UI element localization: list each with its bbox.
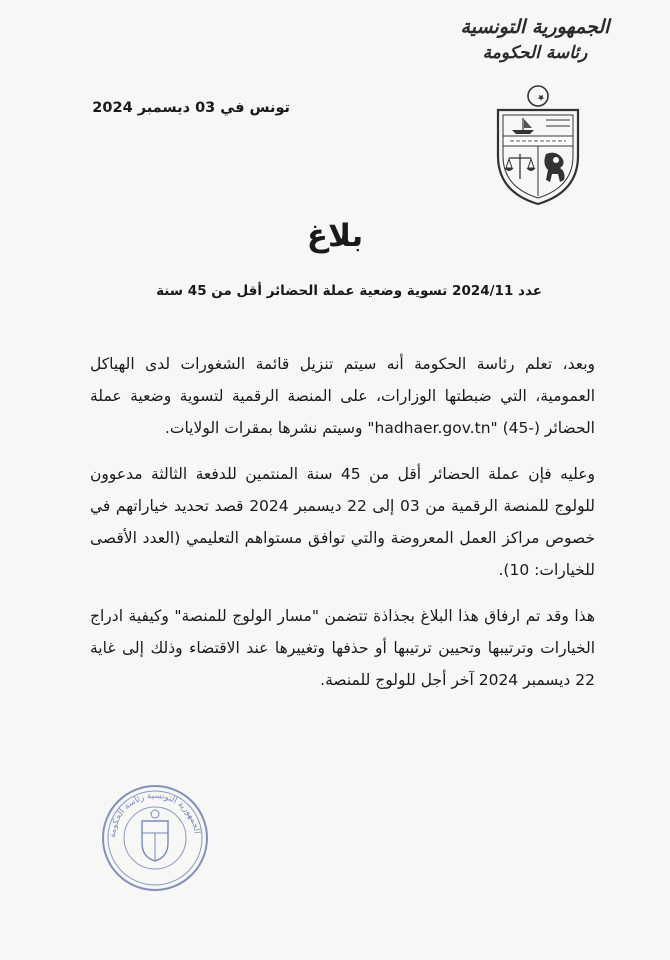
paragraph-2: وعليه فإن عملة الحضائر أقل من 45 سنة المنتمين للدفعة الثالثة مدعوون للولوج للمنصة الرقمية من 03 إلى 22 ديسمبر 2024 قصد تحديد خياراتهم في خصوص مراكز العمل المعروضة والتي توافق مستواهم التعليمي (العدد الأقصى للخيارات: 10). <box>90 465 596 579</box>
paragraph-1 <box>90 348 595 444</box>
date-line: تونس في 03 ديسمبر 2024 <box>92 100 290 116</box>
paragraph-3: هذا وقد تم ارفاق هذا البلاغ بجذاذة تتضمن "مسار الولوج للمنصة" وكيفية ادراج الخيارات وترتيبها وتحيين ترتيبها أو حذفها وتغييرها عند الاقتضاء وذلك إلى غاية 22 ديسمبر 2024 آخر أجل للولوج للمنصة. <box>90 607 595 689</box>
official-stamp-icon <box>100 783 210 893</box>
country-name: الجمهورية التونسية <box>460 16 610 38</box>
stamp-text: الجمهورية التونسية رئاسة الحكومة <box>107 790 202 839</box>
platform-url: hadhaer.gov.tn <box>374 419 491 437</box>
ministry-name: رئاسة الحكومة <box>482 43 588 63</box>
document-title: بلاغ <box>306 218 364 254</box>
paragraph-1-text-b: " وسيتم نشرها بمقرات الولايات. <box>164 419 375 437</box>
tunisia-coat-of-arms-icon <box>484 84 592 208</box>
issuing-authority <box>460 14 610 64</box>
paragraph-1-text-a: وبعد، تعلم رئاسة الحكومة أنه سيتم تنزيل قائمة الشغورات لدى الهياكل العمومية، التي ضبطتها الوزارات، على المنصة الرقمية لتسوية وضعية عملة الحضائر (-45) " <box>90 355 595 437</box>
document-body <box>90 348 595 710</box>
document-subject: عدد 2024/11 تسوية وضعية عملة الحضائر أقل من 45 سنة <box>156 283 542 299</box>
